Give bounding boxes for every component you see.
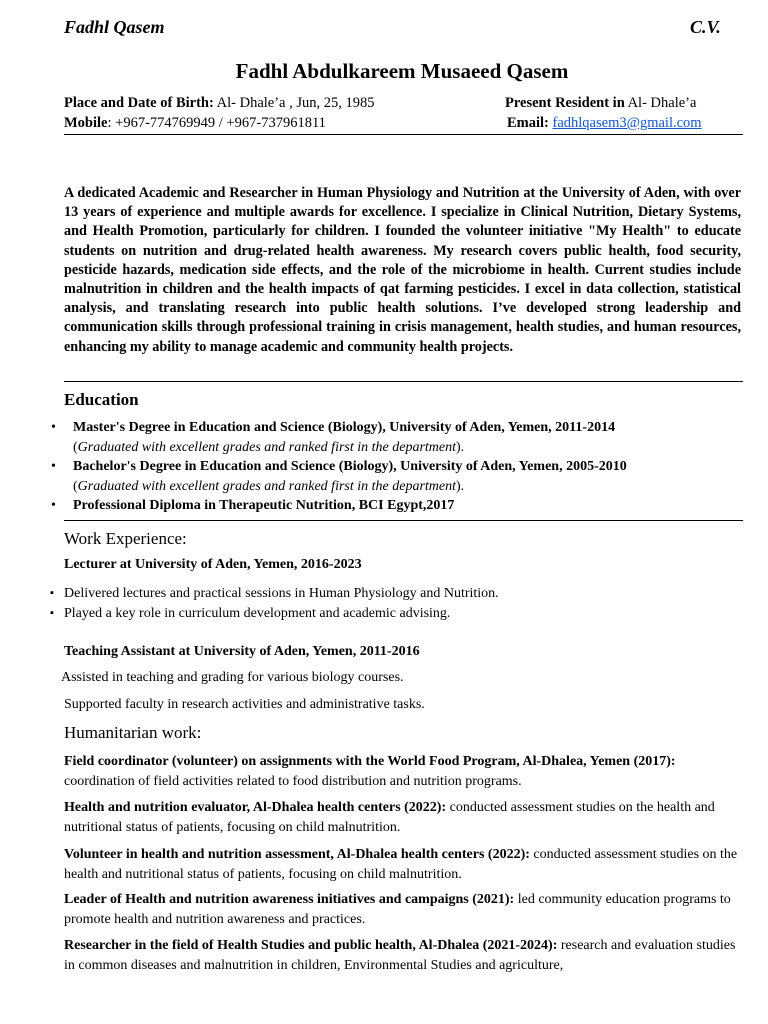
education-item [51, 418, 753, 457]
humanitarian-item: Volunteer in health and nutrition assessment, Al-Dhalea health centers (2022): conducted assessment studies on the health and nutritional status of patients, focusing on child malnutrition. [64, 847, 738, 882]
humanitarian-item: Health and nutrition evaluator, Al-Dhalea health centers (2022): conducted assessment studies on the health and nutritional status of patients, focusing on child malnutrition. [64, 800, 715, 835]
job-title-lecturer: Lecturer at University of Aden, Yemen, 2016-2023 [64, 557, 362, 572]
header-short-name: Fadhl Qasem [64, 17, 165, 37]
bullet: • [51, 459, 56, 475]
bullet: • [51, 498, 56, 514]
humanitarian-item: Researcher in the field of Health Studies and public health, Al-Dhalea (2021-2024): research and evaluation studies in common diseases and malnutrition in children, Environmental Studies and agriculture, [64, 938, 736, 973]
education-note: (Graduated with excellent grades and ranked first in the department). [73, 478, 465, 494]
education-list [51, 418, 753, 516]
resident-value: Al- Dhale’a [624, 95, 697, 111]
header-cv-label: C.V. [690, 17, 721, 37]
resident-label: Present Resident in [505, 95, 625, 111]
education-item [51, 496, 753, 516]
education-degree: Master's Degree in Education and Science (Biology), University of Aden, Yemen, 2011-2014 [73, 420, 616, 435]
mobile-label: Mobile [64, 115, 108, 131]
ta-duty-1: Assisted in teaching and grading for various biology courses. [61, 670, 404, 685]
resident-info [505, 95, 696, 112]
education-title: Education [64, 390, 139, 409]
duty-item: ▪ Delivered lectures and practical sessions in Human Physiology and Nutrition. [64, 584, 499, 604]
humanitarian-title: Humanitarian work: [64, 723, 202, 742]
humanitarian-item: Leader of Health and nutrition awareness initiatives and campaigns (2021): led community education programs to promote health and nutrition awareness and practices. [64, 892, 731, 927]
birth-info [64, 95, 375, 112]
mobile-info [64, 115, 326, 132]
email-link[interactable]: fadhlqasem3@gmail.com [552, 115, 702, 131]
bullet: • [51, 420, 56, 435]
education-item [51, 457, 753, 496]
education-degree: Professional Diploma in Therapeutic Nutrition, BCI Egypt,2017 [73, 498, 455, 514]
divider [64, 381, 743, 382]
email-label: Email: [507, 115, 549, 131]
bullet: ▪ [50, 587, 54, 599]
divider [64, 134, 743, 135]
humanitarian-item: Field coordinator (volunteer) on assignments with the World Food Program, Al-Dhalea, Yemen (2017): coordination of field activities related to food distribution and nutrition programs. [64, 754, 676, 789]
education-note: (Graduated with excellent grades and ranked first in the department). [73, 439, 465, 455]
divider [64, 520, 743, 521]
lecturer-duties-list [50, 584, 499, 623]
profile-summary: A dedicated Academic and Researcher in Human Physiology and Nutrition at the University of Aden, with over 13 years of experience and multiple awards for excellence. I specialize in Clinical Nutrition, Dietary Systems, and Health Promotion, particularly for children. I founded the volunteer initiative "My Health" to educate students on nutrition and drug-related health awareness. My research covers public health, food security, pesticide hazards, medication side effects, and the role of the microbiome in health. Current studies include malnutrition in children and the health impacts of qat farming pesticides. I excel in data collection, statistical analysis, and translating research into public health solutions. I’ve developed strong leadership and communication skills through professional training in crisis management, health studies, and human resources, enhancing my ability to manage academic and community health projects. [64, 185, 741, 355]
bullet: ▪ [50, 606, 54, 619]
email-info [507, 115, 702, 132]
full-name-title: Fadhl Abdulkareem Musaeed Qasem [235, 59, 569, 83]
duty-item: ▪ Played a key role in curriculum development and academic advising. [64, 604, 499, 624]
birth-label: Place and Date of Birth: [64, 95, 214, 111]
ta-duty-2: Supported faculty in research activities and administrative tasks. [64, 697, 425, 712]
education-degree: Bachelor's Degree in Education and Science (Biology), University of Aden, Yemen, 2005-2010 [73, 459, 627, 475]
birth-value: Al- Dhale’a , Jun, 25, 1985 [213, 95, 375, 111]
mobile-value: : +967-774769949 / +967-737961811 [107, 115, 326, 131]
work-experience-title: Work Experience: [64, 529, 187, 548]
job-title-teaching-assistant: Teaching Assistant at University of Aden, Yemen, 2011-2016 [64, 644, 420, 659]
